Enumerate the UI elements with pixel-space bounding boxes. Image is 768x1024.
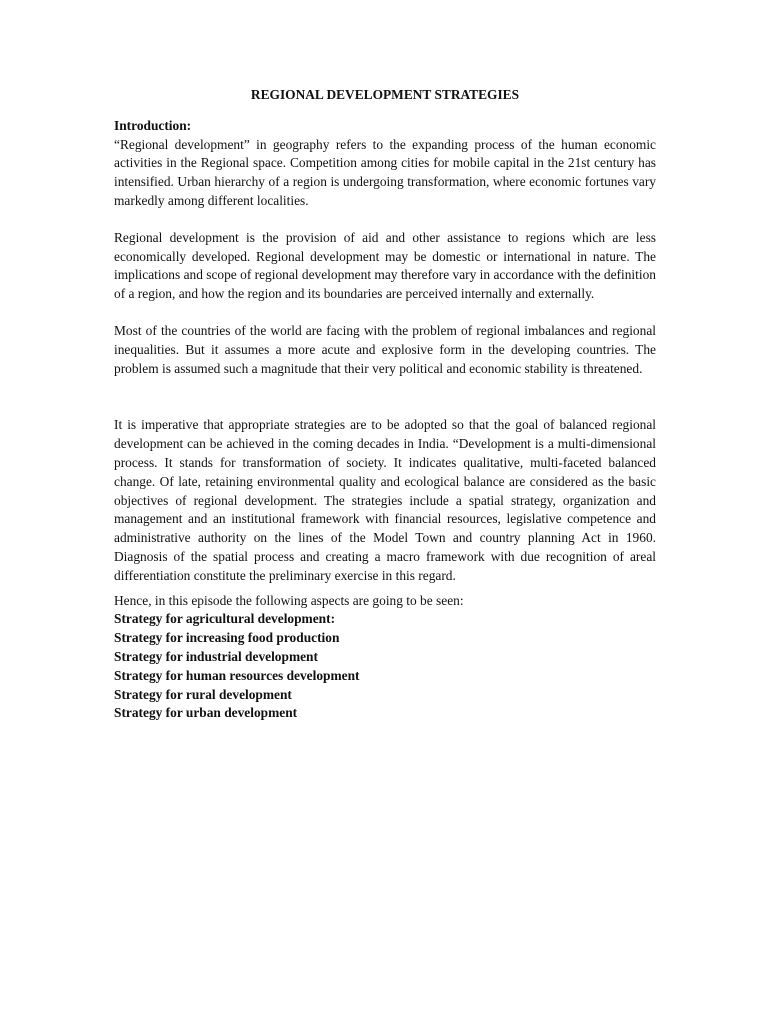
strategy-item-urban: Strategy for urban development xyxy=(114,705,298,721)
strategy-list xyxy=(114,610,656,723)
strategy-item-human-resources: Strategy for human resources development xyxy=(114,667,360,683)
paragraph-provision-of-aid: Regional development is the provision of aid and other assistance to regions which are less economically developed. Regional development may be domestic or international in nature. The implications and scope of regional development may therefore vary in accordance with the definition of a region, and how the region and its boundaries are perceived internally and externally. xyxy=(114,229,656,302)
document-title: REGIONAL DEVELOPMENT STRATEGIES xyxy=(250,87,520,102)
strategy-item-industrial: Strategy for industrial development xyxy=(114,648,318,664)
paragraph-regional-imbalances: Most of the countries of the world are facing with the problem of regional imbalances and regional inequalities. But it assumes a more acute and explosive form in the developing countries. The problem is assumed such a magnitude that their very political and economic stability is threatened. xyxy=(114,322,656,376)
strategy-item-rural: Strategy for rural development xyxy=(114,686,292,702)
paragraph-strategies-imperative: It is imperative that appropriate strategies are to be adopted so that the goal of balanced regional development can be achieved in the coming decades in India. “Development is a multi-dimensional process. It stands for transformation of society. It indicates qualitative, multi-faceted balanced change. Of late, retaining environmental quality and ecological balance are considered as the basic objectives of regional development. The strategies include a spatial strategy, organization and management and an institutional framework with financial resources, legislative competence and administrative authority on the lines of the Model Town and country planning Act in 1960. Diagnosis of the spatial process and creating a macro framework with due recognition of areal differentiation constitute the preliminary exercise in this regard. xyxy=(114,417,656,583)
paragraph-regional-development-definition: “Regional development” in geography refers to the expanding process of the human economic activities in the Regional space. Competition among cities for mobile capital in the 21st century has intensified. Urban hierarchy of a region is undergoing transformation, where economic fortunes vary markedly among different localities. xyxy=(114,136,656,208)
document-page xyxy=(114,86,656,723)
strategy-item-food-production: Strategy for increasing food production xyxy=(114,630,340,646)
list-introduction: Hence, in this episode the following aspects are going to be seen: xyxy=(114,592,464,608)
introduction-heading: Introduction: xyxy=(114,117,192,133)
strategy-item-agricultural: Strategy for agricultural development: xyxy=(114,611,336,627)
